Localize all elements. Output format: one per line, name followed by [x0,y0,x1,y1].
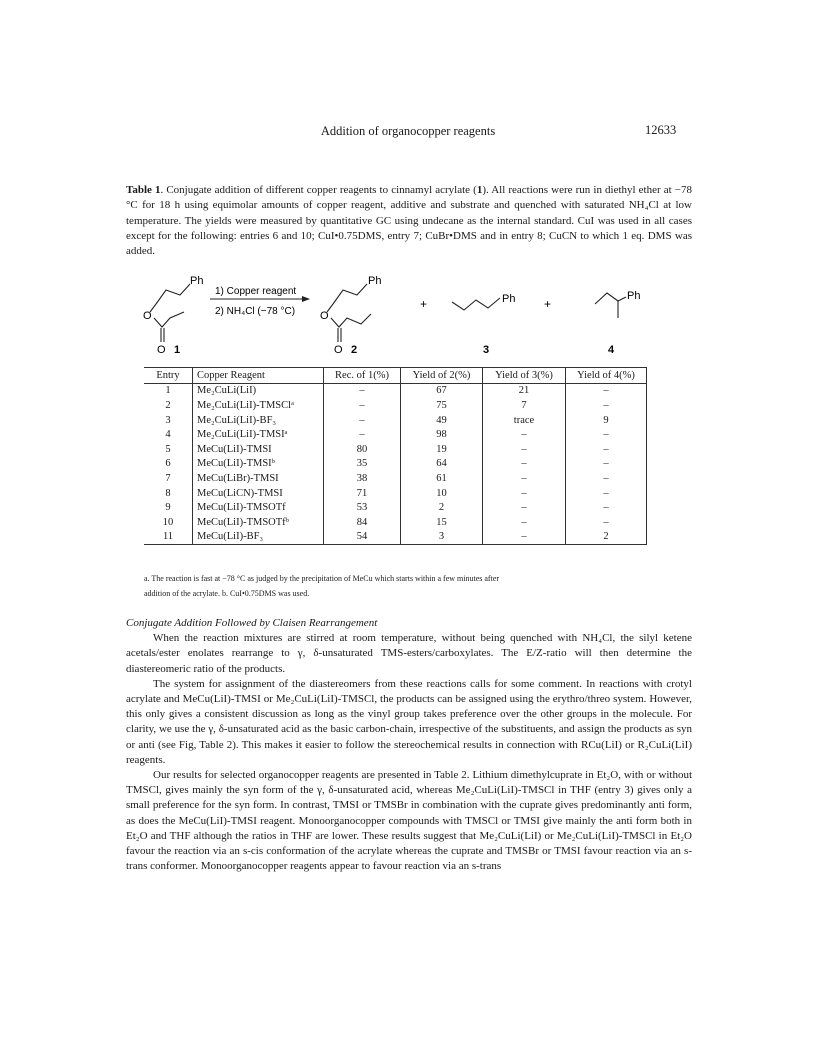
cell-yield-4: – [566,515,647,530]
ph-label-1: Ph [190,275,204,287]
cell-yield-3: – [483,442,566,457]
cell-entry: 5 [165,443,171,455]
cell-entry: 1 [165,385,171,397]
table-footnotes [144,571,664,601]
ph-label-4: Ph [627,290,641,302]
table-body [144,383,647,545]
footnote-b: addition of the acrylate. b. CuI•0.75DMS was used. [144,589,310,598]
yield-table-container [144,367,647,545]
cell-yield-2: 64 [401,457,483,472]
header-entry: Entry [144,368,193,384]
carbonyl-o-label-2: O [334,344,343,356]
table-row [144,413,647,428]
table-row [144,398,647,413]
cell-recovery: – [324,383,401,398]
page-number: 12633 [645,123,677,137]
cell-recovery: 54 [324,530,401,545]
compound-number-2: 2 [351,344,358,356]
compound-number-1: 1 [174,344,181,356]
cell-recovery: – [324,427,401,442]
cell-yield-4: – [566,500,647,515]
cell-yield-3: – [483,427,566,442]
cell-entry: 3 [165,414,171,426]
table-label: Table 1 [126,184,161,196]
table-header-row [144,368,647,384]
table-row [144,515,647,530]
cell-recovery: 53 [324,500,401,515]
cell-yield-4: 2 [566,530,647,545]
table-row [144,427,647,442]
section-heading: Conjugate Addition Followed by Claisen Rearrangement [126,617,378,629]
cell-entry: 10 [162,516,174,528]
cell-entry: 6 [165,458,171,470]
cell-yield-3: trace [483,413,566,428]
yield-table [144,367,647,545]
cell-yield-3: – [483,500,566,515]
cell-entry: 8 [165,487,171,499]
cell-yield-2: 10 [401,486,483,501]
paragraph-1: When the reaction mixtures are stirred at room temperature, without being quenched with NH₄Cl, the silyl ketene acetals/ester enolates rearrange to γ, δ-unsaturated TMS-esters/carboxylates. The E/Z-ratio will then determine the diastereomeric ratio of the products. [126,632,692,675]
cell-recovery: – [324,398,401,413]
cell-entry: 4 [165,429,171,441]
caption-text: . Conjugate addition of different copper reagents to cinnamyl acrylate ( [160,184,477,196]
cell-yield-4: – [566,383,647,398]
cell-reagent: MeCu(LiCN)-TMSI [193,486,324,501]
table-row [144,486,647,501]
cell-yield-2: 15 [401,515,483,530]
cell-yield-3: – [483,486,566,501]
ph-label-3: Ph [502,293,516,305]
caption-text-rest: ). All reactions were run in diethyl ether at −78 °C for 18 h using equimolar amounts of copper reagent, additive and substrate and quenched with saturated NH₄Cl at low temperature. The yields were measured by quantitative GC using undecane as the internal standard. CuI was used in all cases except for the following: entries 6 and 10; CuI•0.75DMS, entry 7; CuBr•DMS and in entry 8; CuCN to which 1 eq. DMS was added. [126,184,692,258]
running-header-title: Addition of organocopper reagents [320,124,496,138]
reagent-step-2: 2) NH₄Cl (−78 °C) [215,306,296,317]
cell-recovery: 80 [324,442,401,457]
plus-sign-2: + [544,297,552,311]
header-yield-2: Yield of 2(%) [401,368,483,384]
cell-reagent: MeCu(LiBr)-TMSI [193,471,324,486]
cell-yield-2: 3 [401,530,483,545]
footnote-a: a. The reaction is fast at −78 °C as judged by the precipitation of MeCu which starts within a few minutes after [144,574,500,583]
cell-yield-2: 67 [401,383,483,398]
reagent-step-1: 1) Copper reagent [215,286,297,297]
cell-yield-4: 9 [566,413,647,428]
header-yield-4: Yield of 4(%) [566,368,647,384]
table-row [144,457,647,472]
cell-reagent: Me₂CuLi(LiI)-TMSIᵃ [193,427,324,442]
table-row [144,530,647,545]
carbonyl-o-label-1: O [157,344,166,356]
cell-entry: 7 [165,472,171,484]
cell-reagent: Me₂CuLi(LiI) [193,383,324,398]
cell-yield-2: 61 [401,471,483,486]
cell-yield-2: 49 [401,413,483,428]
cell-yield-3: – [483,515,566,530]
table-row [144,500,647,515]
cell-yield-2: 19 [401,442,483,457]
cell-reagent: Me₂CuLi(LiI)-TMSClᵃ [193,398,324,413]
table-row [144,383,647,398]
cell-yield-3: – [483,530,566,545]
body-text [126,616,692,874]
header-copper-reagent: Copper Reagent [193,368,324,384]
cell-recovery: 84 [324,515,401,530]
compound-number-4: 4 [608,344,615,356]
cell-recovery: 38 [324,471,401,486]
allyl-chain-2 [333,284,367,304]
table-row [144,471,647,486]
reaction-scheme-drawing [140,270,660,360]
cell-yield-4: – [566,398,647,413]
cell-yield-4: – [566,471,647,486]
cell-yield-4: – [566,486,647,501]
caption-compound-number: 1 [476,184,483,196]
cell-yield-3: – [483,471,566,486]
cell-yield-3: – [483,457,566,472]
cell-yield-3: 7 [483,398,566,413]
reaction-scheme [140,270,660,365]
o-label-1: O [143,310,152,322]
cell-yield-3: 21 [483,383,566,398]
cell-recovery: 71 [324,486,401,501]
cell-reagent: MeCu(LiI)-TMSI [193,442,324,457]
cell-reagent: Me₂CuLi(LiI)-BF₃ [193,413,324,428]
cell-recovery: 35 [324,457,401,472]
alkene-4 [595,293,618,304]
cell-recovery: – [324,413,401,428]
plus-sign-1: + [420,297,428,311]
cell-reagent: MeCu(LiI)-TMSOTfᵇ [193,515,324,530]
cell-yield-4: – [566,457,647,472]
cell-reagent: MeCu(LiI)-BF₃ [193,530,324,545]
cell-entry: 11 [144,530,193,545]
cell-yield-2: 98 [401,427,483,442]
cell-yield-4: – [566,442,647,457]
cell-reagent: MeCu(LiI)-TMSIᵇ [193,457,324,472]
cell-entry: 9 [165,502,171,514]
ph-label-2: Ph [368,275,382,287]
table-caption [126,183,692,259]
paragraph-3: Our results for selected organocopper reagents are presented in Table 2. Lithium dimethylcuprate in Et₂O, with or without TMSCl, gives mainly the syn form of the γ, δ-unsaturated acid, whereas Me₂CuLi(LiI)-TMSCl in THF (entry 3) gives only a small preference for the syn form. In contrast, TMSI or TMSBr in combination with the cuprate gives predominantly anti form, as does the MeCu(LiI)-TMSI reagent. Monoorganocopper compounds with TMSCl or TMSI give mainly the anti form both in Et₂O and THF although the ratios in THF are lower. These results suggest that Me₂CuLi(LiI) or Me₂CuLi(LiI)-TMSCl in Et₂O favour the reaction via an s-cis conformation of the acrylate whereas the cuprate and TMSBr or TMSI favour reaction via an s-trans conformer. Monoorganocopper reagents appear to favour reaction via an s-trans [126,769,692,873]
cell-yield-2: 75 [401,398,483,413]
alkene-chain-3 [452,298,500,310]
ester-chain-2 [331,314,371,327]
paragraph-2: The system for assignment of the diastereomers from these reactions calls for some comment. In reactions with crotyl acrylate and MeCu(LiI)-TMSI or Me₂CuLi(LiI)-TMSCl, the products can be assigned using the erythro/threo system. However, this only gives a consistent discussion as long as the vinyl group takes preference over the other groups in the molecule. For clarity, we use the γ, δ-unsaturated acid as the basic carbon-chain, irrespective of the substituents, and assign the products as syn or anti (see Fig, Table 2). This makes it easier to follow the stereochemical results in connection with RCu(LiI) or R₂CuLi(LiI) reagents. [126,677,692,766]
ph-bond-4 [618,297,626,301]
table-row [144,442,647,457]
o-label-2: O [320,310,329,322]
cell-entry: 2 [165,399,171,411]
header-recovery-1: Rec. of 1(%) [324,368,401,384]
cell-reagent: MeCu(LiI)-TMSOTf [193,500,324,515]
cell-yield-2: 2 [401,500,483,515]
allyl-chain-1 [156,284,190,304]
acryloyl-1 [154,312,184,327]
header-yield-3: Yield of 3(%) [483,368,566,384]
compound-number-3: 3 [483,344,490,356]
cell-yield-4: – [566,427,647,442]
